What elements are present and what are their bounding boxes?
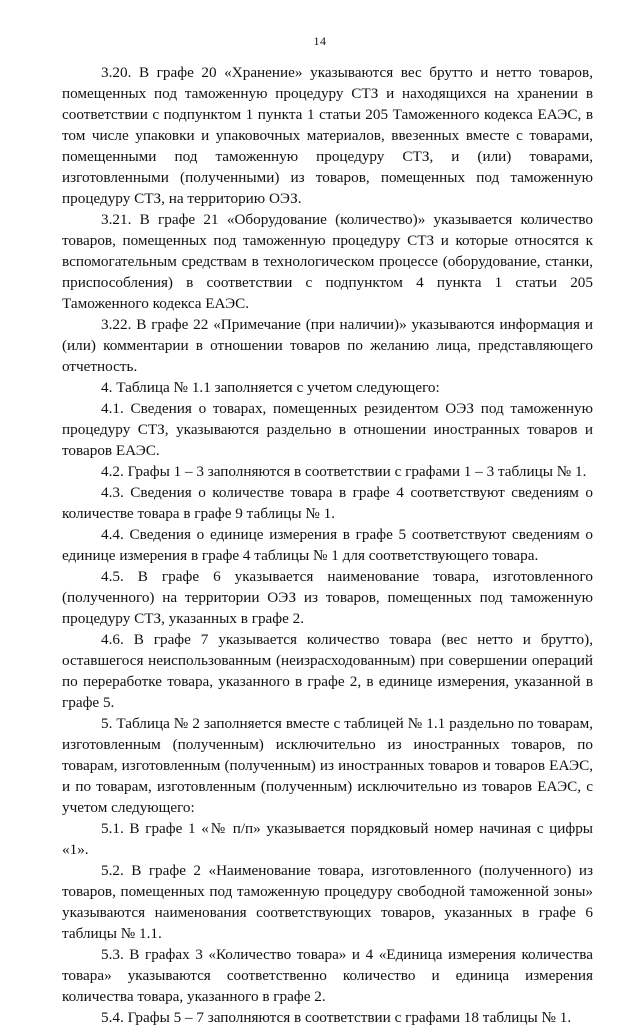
paragraph-3-20: 3.20. В графе 20 «Хранение» указываются вес брутто и нетто товаров, помещенных под таможенную процедуру СТЗ и находящихся на хранении в соответствии с подпунктом 1 пункта 1 статьи 205 Таможенного кодекса ЕАЭС, в том числе упаковки и упаковочных материалов, ввезенных вместе с товарами, помещенными под таможенную процедуру СТЗ, и (или) товарами, изготовленными (полученными) из товаров, помещенных под таможенную процедуру СТЗ, на территорию ОЭЗ. bbox=[62, 64, 593, 207]
paragraph-4-4: 4.4. Сведения о единице измерения в графе 5 соответствуют сведениям о единице измерения в графе 4 таблицы № 1 для соответствующего товара. bbox=[62, 526, 593, 564]
paragraph-3-22: 3.22. В графе 22 «Примечание (при наличии)» указываются информация и (или) комментарии в отношении товаров по желанию лица, представляющего отчетность. bbox=[62, 316, 593, 375]
paragraph-4-2: 4.2. Графы 1 – 3 заполняются в соответствии с графами 1 – 3 таблицы № 1. bbox=[101, 463, 587, 480]
document-body bbox=[62, 62, 593, 1028]
page-number: 14 bbox=[313, 34, 327, 48]
paragraph-5-2: 5.2. В графе 2 «Наименование товара, изготовленного (полученного) из товаров, помещенных под таможенную процедуру свободной таможенной зоны» указываются наименования соответствующих товаров, указанных в графе 6 таблицы № 1.1. bbox=[62, 862, 593, 942]
paragraph-5-3: 5.3. В графах 3 «Количество товара» и 4 «Единица измерения количества товара» указываются соответственно количество и единица измерения количества товара, указанного в графе 2. bbox=[62, 946, 593, 1005]
paragraph-3-21: 3.21. В графе 21 «Оборудование (количество)» указывается количество товаров, помещенных под таможенную процедуру СТЗ и которые относятся к вспомогательным средствам в технологическом процессе (оборудование, станки, приспособления) в соответствии с подпунктом 4 пункта 1 статьи 205 Таможенного кодекса ЕАЭС. bbox=[62, 211, 593, 312]
paragraph-4-5: 4.5. В графе 6 указывается наименование товара, изготовленного (полученного) на территории ОЭЗ из товаров, помещенных под таможенную процедуру СТЗ, указанных в графе 2. bbox=[62, 568, 593, 627]
paragraph-4: 4. Таблица № 1.1 заполняется с учетом следующего: bbox=[101, 379, 440, 396]
paragraph-4-6: 4.6. В графе 7 указывается количество товара (вес нетто и брутто), оставшегося неиспользованным (неизрасходованным) при совершении операций по переработке товара, указанного в графе 2, в единице измерения, указанной в графе 5. bbox=[62, 631, 593, 711]
paragraph-5-4: 5.4. Графы 5 – 7 заполняются в соответствии с графами 18 таблицы № 1. bbox=[101, 1009, 572, 1026]
paragraph-5-1: 5.1. В графе 1 «№ п/п» указывается порядковый номер начиная с цифры «1». bbox=[62, 820, 593, 858]
paragraph-4-3: 4.3. Сведения о количестве товара в графе 4 соответствуют сведениям о количестве товара в графе 9 таблицы № 1. bbox=[62, 484, 593, 522]
paragraph-4-1: 4.1. Сведения о товарах, помещенных резидентом ОЭЗ под таможенную процедуру СТЗ, указываются раздельно в отношении иностранных товаров и товаров ЕАЭС. bbox=[62, 400, 593, 459]
paragraph-5: 5. Таблица № 2 заполняется вместе с таблицей № 1.1 раздельно по товарам, изготовленным (полученным) исключительно из иностранных товаров, по товарам, изготовленным (полученным) из иностранных товаров и товаров ЕАЭС, и по товарам, изготовленным (полученным) исключительно из товаров ЕАЭС, с учетом следующего: bbox=[62, 715, 593, 816]
